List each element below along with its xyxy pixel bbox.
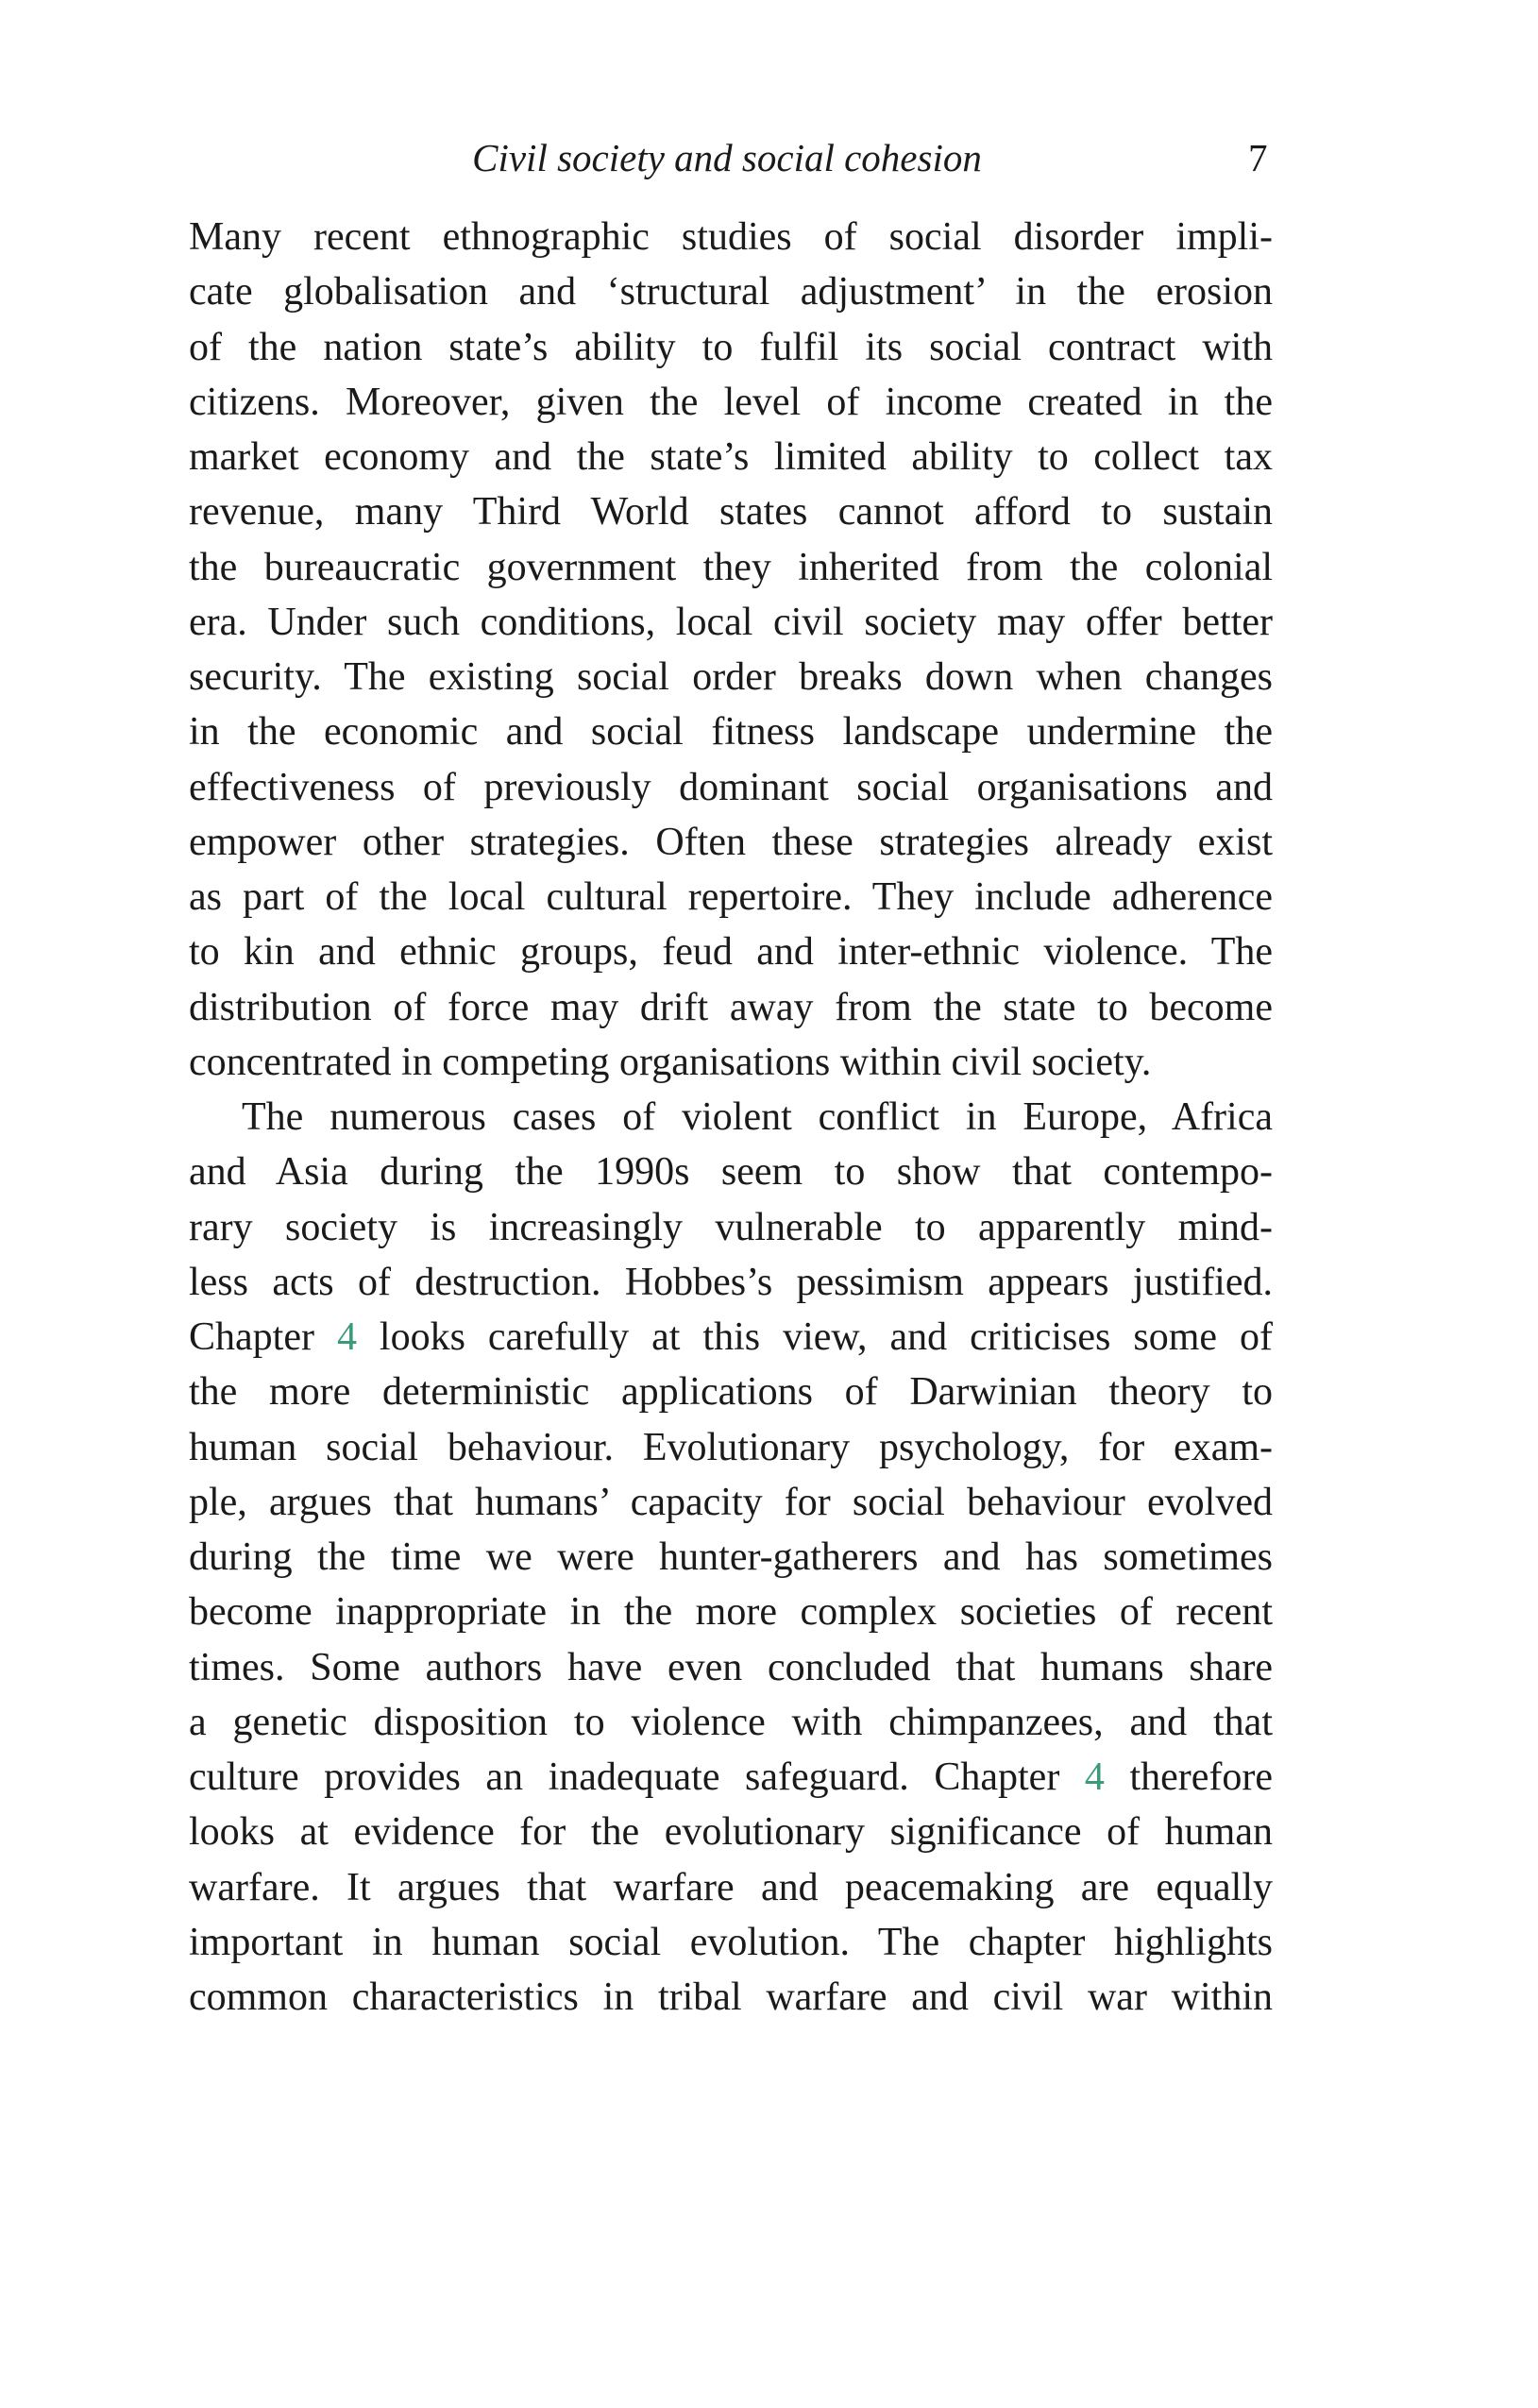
text-segment: market economy and the state’s limited ability to collect tax [189,435,1273,479]
text-line [189,1200,1273,1255]
text-segment: times. Some authors have even concluded that humans share [189,1645,1273,1689]
text-segment: looks carefully at this view, and criticises some of [356,1315,1273,1359]
text-line [189,595,1273,650]
text-line [189,375,1273,430]
chapter-cross-reference-link[interactable]: 4 [336,1315,357,1359]
text-segment: become inappropriate in the more complex societies of recent [189,1590,1273,1635]
text-line [189,815,1273,870]
text-line [189,1365,1273,1419]
text-line [189,1475,1273,1530]
text-line [189,1640,1273,1695]
text-line [189,924,1273,979]
text-segment: as part of the local cultural repertoire. They include adherence [189,875,1273,919]
text-segment: warfare. It argues that warfare and peacemaking are equally [189,1865,1273,1909]
text-line [189,484,1273,539]
text-segment: ple, argues that humans’ capacity for social behaviour evolved [189,1480,1273,1524]
text-line [189,870,1273,924]
text-segment: The numerous cases of violent conflict in Europe, Africa [242,1095,1273,1139]
text-segment: to kin and ethnic groups, feud and inter-ethnic violence. The [189,930,1273,975]
running-head-title: Civil society and social cohesion [472,136,982,179]
text-segment: era. Under such conditions, local civil society may offer better [189,600,1273,644]
text-segment: effectiveness of previously dominant social organisations and [189,765,1273,809]
text-segment: cate globalisation and ‘structural adjustment’ in the erosion [189,270,1273,314]
text-line [189,704,1273,759]
text-line [189,1090,1273,1145]
text-segment: citizens. Moreover, given the level of income created in the [189,380,1273,424]
text-line [189,650,1273,704]
text-line [189,1530,1273,1585]
text-segment: security. The existing social order breaks down when changes [189,655,1273,699]
text-segment: of the nation state’s ability to fulfil its social contract with [189,325,1273,369]
text-segment: distribution of force may drift away from the state to become [189,985,1273,1029]
chapter-cross-reference-link[interactable]: 4 [1084,1755,1105,1799]
text-line [189,980,1273,1035]
text-line [189,1750,1273,1805]
text-line [189,1695,1273,1750]
text-line [189,1420,1273,1475]
text-segment: during the time we were hunter-gatherers and has sometimes [189,1535,1273,1579]
text-segment: empower other strategies. Often these strategies already exist [189,820,1273,864]
text-line [189,1310,1273,1365]
text-line [189,1255,1273,1310]
text-segment: less acts of destruction. Hobbes’s pessimism appears justified. [189,1260,1273,1304]
text-line [189,540,1273,595]
text-line [189,264,1273,319]
text-line [189,1915,1273,1970]
text-segment: and Asia during the 1990s seem to show that contempo- [189,1150,1273,1195]
text-line [189,760,1273,815]
text-segment: concentrated in competing organisations within civil society. [189,1040,1152,1084]
body-text [189,210,1273,2025]
text-segment: important in human social evolution. The chapter highlights [189,1920,1273,1964]
text-segment: rary society is increasingly vulnerable to apparently mind- [189,1205,1273,1249]
page-number: 7 [1248,136,1268,179]
text-segment: looks at evidence for the evolutionary significance of human [189,1810,1273,1855]
text-line [189,1585,1273,1639]
text-line [189,1970,1273,2025]
text-line [189,1805,1273,1859]
text-segment: the bureaucratic government they inherited from the colonial [189,545,1273,589]
text-line [189,1035,1273,1090]
text-segment: the more deterministic applications of Darwinian theory to [189,1370,1273,1415]
text-segment: in the economic and social fitness landscape undermine the [189,710,1273,755]
text-segment: a genetic disposition to violence with chimpanzees, and that [189,1700,1273,1744]
text-line [189,210,1273,264]
text-segment: culture provides an inadequate safeguard. Chapter [189,1755,1085,1799]
text-line [189,320,1273,375]
text-line [189,430,1273,484]
text-line [189,1860,1273,1915]
text-segment: therefore [1104,1755,1273,1799]
text-segment: Chapter [189,1315,337,1359]
text-segment: human social behaviour. Evolutionary psychology, for exam- [189,1425,1273,1469]
text-line [189,1145,1273,1199]
text-segment: common characteristics in tribal warfare and civil war within [189,1976,1273,2019]
text-segment: revenue, many Third World states cannot afford to sustain [189,490,1273,534]
text-segment: Many recent ethnographic studies of social disorder impli- [189,215,1273,259]
